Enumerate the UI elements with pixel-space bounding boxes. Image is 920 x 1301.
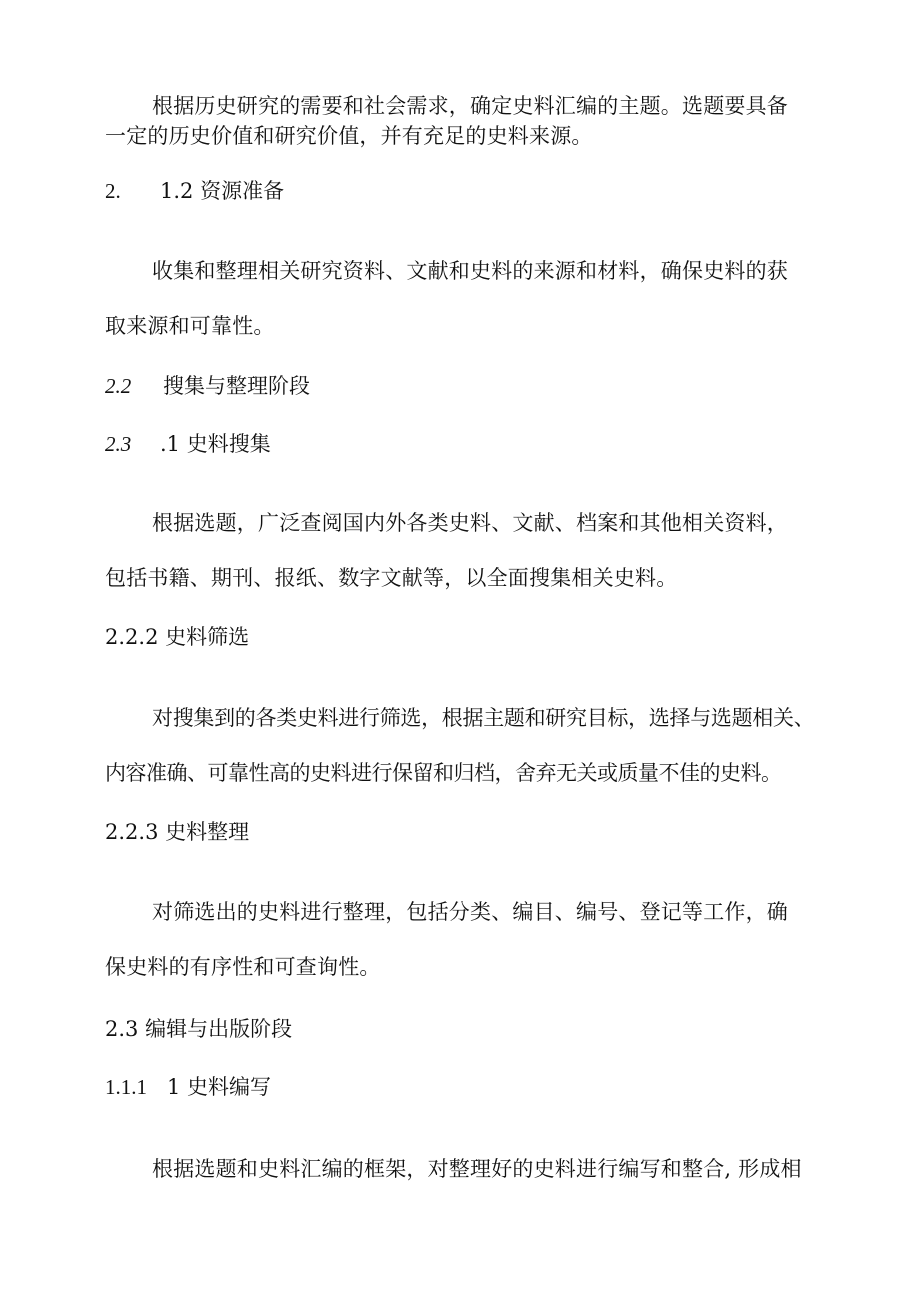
paragraph-5-line-1: 对筛选出的史料进行整理，包括分类、编目、编号、登记等工作，确 bbox=[152, 900, 788, 924]
heading-title: 1 史料编写 bbox=[167, 1075, 272, 1099]
paragraph-3-line-2: 包括书籍、期刊、报纸、数字文献等，以全面搜集相关史料。 bbox=[105, 566, 678, 590]
heading-number: 2.2 bbox=[105, 374, 132, 398]
heading-2-2-2: 2.2.2 史料筛选 bbox=[105, 625, 250, 649]
paragraph-1-line-1: 根据历史研究的需要和社会需求，确定史料汇编的主题。选题要具备 bbox=[152, 94, 788, 118]
paragraph-1-line-2: 一定的历史价值和研究价值，并有充足的史料来源。 bbox=[105, 124, 593, 148]
paragraph-6-line-1: 根据选题和史料汇编的框架，对整理好的史料进行编写和整合, 形成相 bbox=[152, 1157, 802, 1181]
heading-title: 1.2 资源准备 bbox=[160, 179, 285, 203]
paragraph-3-line-1: 根据选题，广泛查阅国内外各类史料、文献、档案和其他相关资料， bbox=[152, 511, 788, 535]
heading-2-1-2 bbox=[105, 177, 284, 205]
heading-title: .1 史料搜集 bbox=[160, 432, 271, 456]
paragraph-5-line-2: 保史料的有序性和可查询性。 bbox=[105, 955, 381, 979]
paragraph-4-line-2: 内容准确、可靠性高的史料进行保留和归档，舍弃无关或质量不佳的史料。 bbox=[105, 761, 782, 785]
heading-2-3 bbox=[105, 430, 271, 458]
heading-number: 2. bbox=[105, 179, 121, 203]
heading-title: 搜集与整理阶段 bbox=[163, 374, 310, 398]
heading-number: 1.1.1 bbox=[105, 1075, 147, 1099]
paragraph-4-line-1: 对搜集到的各类史料进行筛选，根据主题和研究目标，选择与选题相关、 bbox=[152, 706, 815, 730]
paragraph-2-line-2: 取来源和可靠性。 bbox=[105, 314, 275, 338]
heading-2-2-3: 2.2.3 史料整理 bbox=[105, 820, 250, 844]
heading-2-3-editing: 2.3 编辑与出版阶段 bbox=[105, 1017, 293, 1041]
paragraph-2-line-1: 收集和整理相关研究资料、文献和史料的来源和材料，确保史料的获 bbox=[152, 259, 788, 283]
heading-1-1-1 bbox=[105, 1073, 271, 1101]
heading-number: 2.3 bbox=[105, 432, 132, 456]
heading-2-2 bbox=[105, 372, 310, 400]
